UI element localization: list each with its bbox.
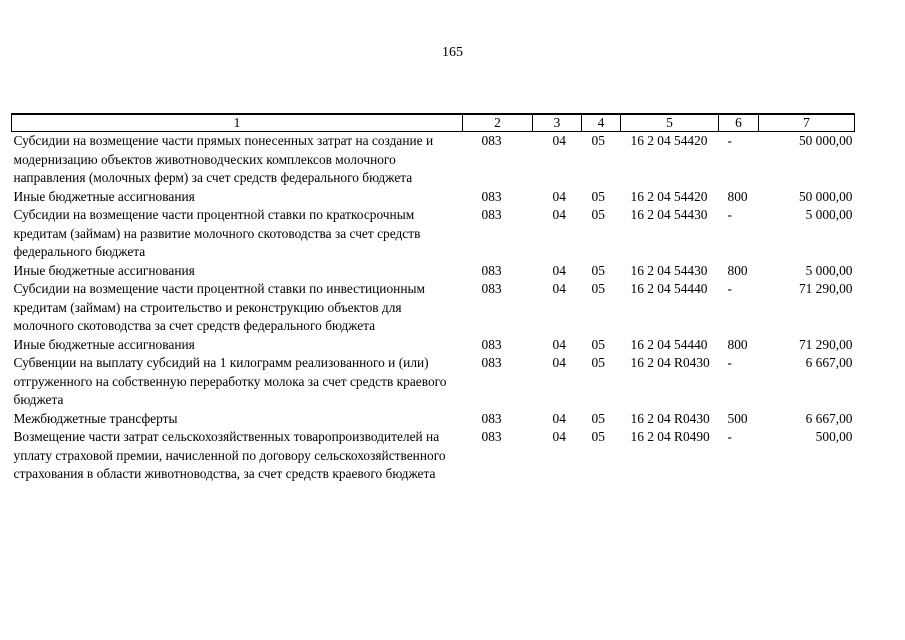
row-target-article: 16 2 04 54430 [630,207,708,222]
table-row [12,262,855,281]
row-section-code: 04 [552,281,566,296]
row-amount: 50 000,00 [798,188,853,204]
row-subsection-code: 05 [591,281,605,296]
column-header-4: 4 [582,114,621,132]
table-row [12,280,855,336]
table-row [12,206,855,262]
row-expense-type: - [727,281,732,296]
row-section-code: 04 [552,207,566,222]
row-section-code: 04 [552,410,566,426]
row-name: Возмещение части затрат сельскохозяйственных товаропроизводителей на уплату страховой премии, начисленной по договору сельскохозяйственного страхования в области животноводства, за счет средств краевого бюджета [13,429,446,481]
column-header-3: 3 [533,114,582,132]
row-name: Иные бюджетные ассигнования [13,262,195,278]
row-name: Субсидии на возмещение части процентной ставки по краткосрочным кредитам (займам) на развитие молочного скотоводства за счет средств федерального бюджета [13,207,421,259]
row-subsection-code: 05 [591,262,605,278]
row-target-article: 16 2 04 54440 [630,336,708,352]
column-header-6: 6 [719,114,759,132]
row-target-article: 16 2 04 R0430 [630,355,710,370]
row-name: Иные бюджетные ассигнования [13,336,195,352]
row-name: Субсидии на возмещение части процентной ставки по инвестиционным кредитам (займам) на строительство и реконструкцию объектов для молочного скотоводства за счет средств федерального бюджета [13,281,425,333]
row-target-article: 16 2 04 54440 [630,281,708,296]
row-subsection-code: 05 [591,429,605,444]
row-section-code: 04 [552,336,566,352]
row-amount: 6 667,00 [805,355,853,370]
row-amount: 5 000,00 [805,262,853,278]
row-subsection-code: 05 [591,355,605,370]
row-expense-type: 500 [727,410,748,426]
row-target-article: 16 2 04 54420 [630,188,708,204]
row-amount: 50 000,00 [798,133,853,148]
row-grbs-code: 083 [481,336,502,352]
table-row [12,354,855,410]
column-header-2: 2 [463,114,533,132]
column-header-5: 5 [621,114,719,132]
row-grbs-code: 083 [481,207,502,222]
row-amount: 71 290,00 [798,336,853,352]
row-section-code: 04 [552,188,566,204]
table-row [12,410,855,429]
row-grbs-code: 083 [481,133,502,148]
row-expense-type: - [727,429,732,444]
budget-table [11,113,855,484]
row-subsection-code: 05 [591,188,605,204]
row-expense-type: 800 [727,336,748,352]
row-section-code: 04 [552,262,566,278]
row-amount: 5 000,00 [805,207,853,222]
row-grbs-code: 083 [481,410,502,426]
table-body [12,132,855,484]
row-section-code: 04 [552,133,566,148]
row-expense-type: - [727,133,732,148]
row-section-code: 04 [552,429,566,444]
row-target-article: 16 2 04 R0430 [630,410,710,426]
table-row [12,336,855,355]
row-name: Межбюджетные трансферты [13,410,178,426]
row-subsection-code: 05 [591,336,605,352]
table-row [12,132,855,188]
row-subsection-code: 05 [591,207,605,222]
row-grbs-code: 083 [481,188,502,204]
row-grbs-code: 083 [481,281,502,296]
column-header-7: 7 [759,114,855,132]
row-expense-type: - [727,207,732,222]
row-target-article: 16 2 04 54420 [630,133,708,148]
row-expense-type: 800 [727,262,748,278]
table-row [12,428,855,484]
row-grbs-code: 083 [481,429,502,444]
row-name: Субвенции на выплату субсидий на 1 килограмм реализованного и (или) отгруженного на собственную переработку молока за счет средств краевого бюджета [13,355,447,407]
row-target-article: 16 2 04 R0490 [630,429,710,444]
page-number: 165 [442,45,463,60]
row-grbs-code: 083 [481,355,502,370]
row-amount: 500,00 [815,429,853,444]
column-header-1: 1 [12,114,463,132]
table-header-row [12,114,855,132]
row-name: Иные бюджетные ассигнования [13,188,195,204]
table-row [12,188,855,207]
row-amount: 6 667,00 [805,410,853,426]
row-section-code: 04 [552,355,566,370]
row-name: Субсидии на возмещение части прямых понесенных затрат на создание и модернизацию объектов животноводческих комплексов молочного направления (молочных ферм) за счет средств федерального бюджета [13,133,434,185]
row-target-article: 16 2 04 54430 [630,262,708,278]
row-grbs-code: 083 [481,262,502,278]
row-expense-type: - [727,355,732,370]
row-amount: 71 290,00 [798,281,853,296]
row-expense-type: 800 [727,188,748,204]
row-subsection-code: 05 [591,133,605,148]
row-subsection-code: 05 [591,410,605,426]
